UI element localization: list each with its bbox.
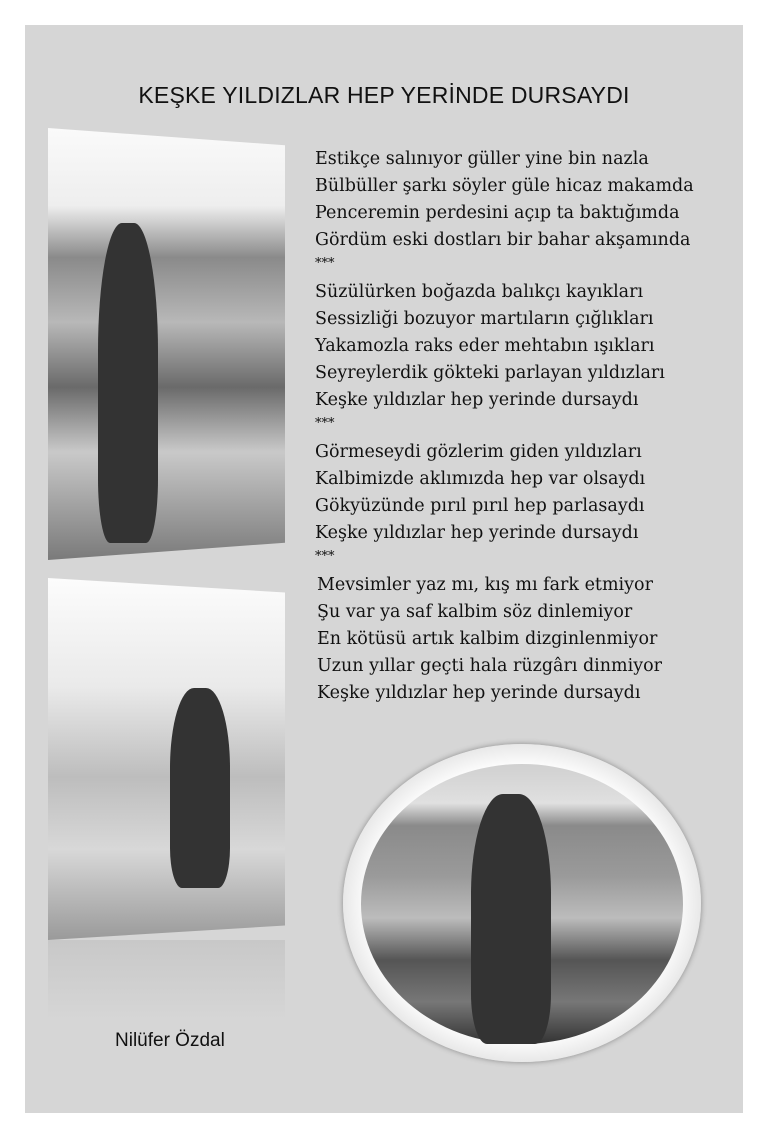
poem-line: Mevsimler yaz mı, kış mı fark etmiyor [317, 575, 653, 595]
poem-line: Süzülürken boğazda balıkçı kayıkları [315, 282, 644, 302]
stanza [315, 279, 694, 434]
poem-line: Penceremin perdesini açıp ta baktığımda [315, 203, 680, 223]
stanza [315, 439, 694, 567]
poem-line: Keşke yıldızlar hep yerinde dursaydı [317, 683, 641, 703]
poem-line: Keşke yıldızlar hep yerinde dursaydı [315, 523, 639, 543]
poem-body [315, 146, 694, 712]
stanza-separator: *** [315, 549, 335, 564]
poem-line: Gökyüzünde pırıl pırıl hep parlasaydı [315, 496, 645, 516]
poem-title: KEŞKE YILDIZLAR HEP YERİNDE DURSAYDI [138, 82, 630, 108]
poem-line: Seyreylerdik gökteki parlayan yıldızları [315, 363, 665, 383]
stanza [315, 146, 694, 274]
stanza [317, 572, 694, 707]
poem-line: Sessizliği bozuyor martıların çığlıkları [315, 309, 654, 329]
poem-line: Görmeseydi gözlerim giden yıldızları [315, 442, 642, 462]
poem-line: Yakamozla raks eder mehtabın ışıkları [315, 336, 655, 356]
poem-line: Şu var ya saf kalbim söz dinlemiyor [317, 602, 633, 622]
poem-line: En kötüsü artık kalbim dizginlenmiyor [317, 629, 658, 649]
stanza-separator: *** [315, 416, 335, 431]
poem-line: Kalbimizde aklımızda hep var olsaydı [315, 469, 646, 489]
poem-line: Gördüm eski dostları bir bahar akşamında [315, 230, 691, 250]
photo-pier [48, 578, 285, 940]
poem-line: Estikçe salınıyor güller yine bin nazla [315, 149, 649, 169]
poem-line: Keşke yıldızlar hep yerinde dursaydı [315, 390, 639, 410]
stanza-separator: *** [315, 256, 335, 271]
photo-reflection [48, 940, 285, 1020]
poem-line: Bülbüller şarkı söyler güle hicaz makamda [315, 176, 694, 196]
photo-seaside [361, 764, 683, 1044]
author-name: Nilüfer Özdal [115, 1030, 225, 1051]
poem-line: Uzun yıllar geçti hala rüzgârı dinmiyor [317, 656, 663, 676]
photo-balcony [48, 128, 285, 560]
